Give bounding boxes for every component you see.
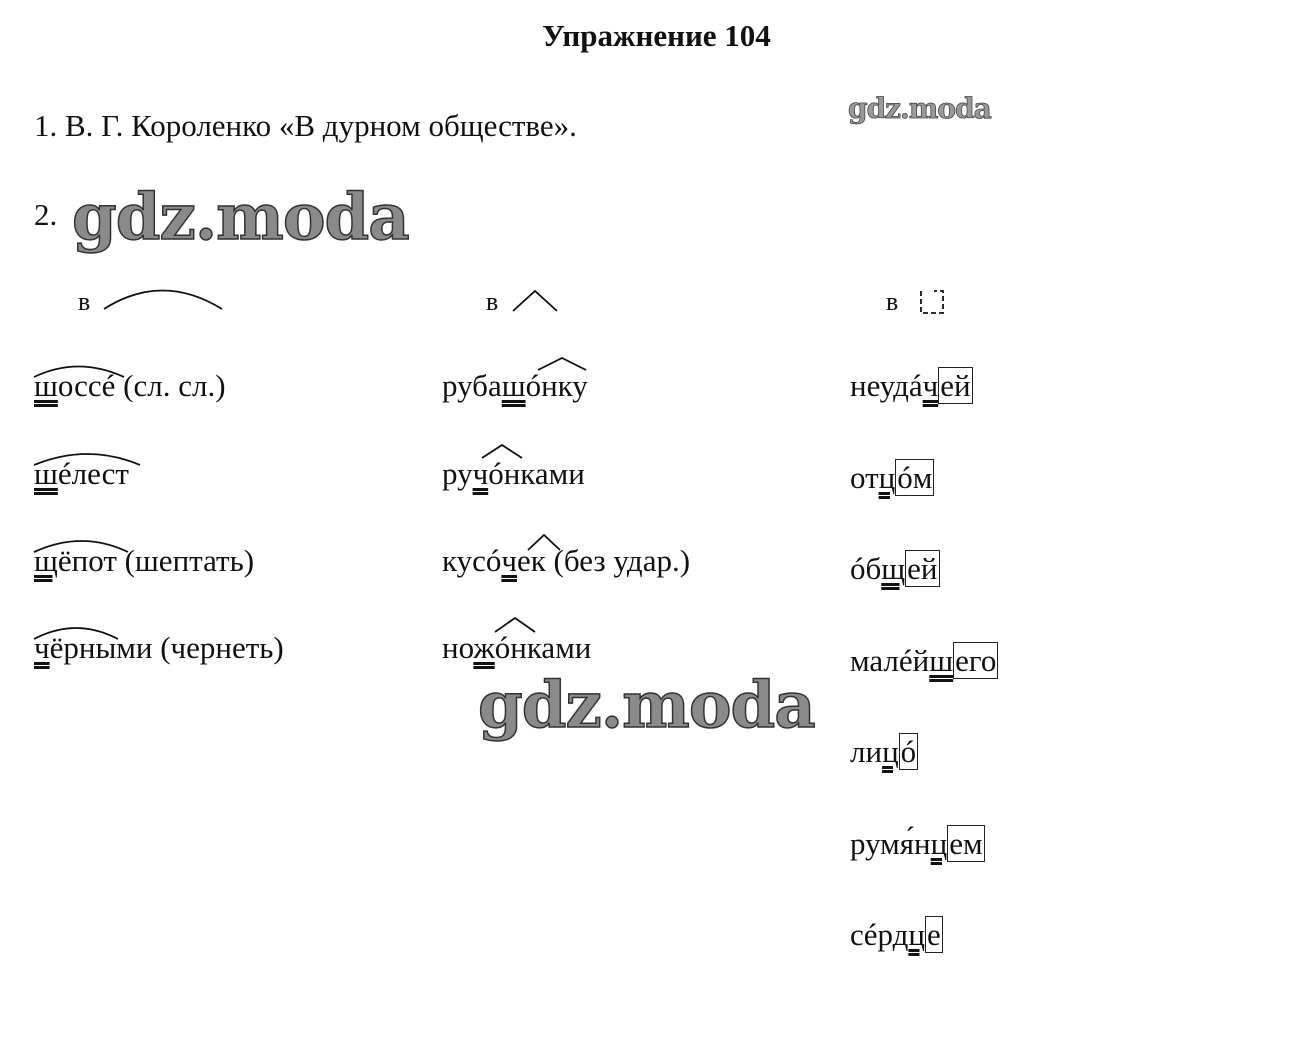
col3-word-6: румя́нцем — [850, 826, 983, 861]
header-box-letter: в — [886, 287, 899, 316]
col1-word-1: шоссé (сл. сл.) — [34, 368, 226, 403]
watermark-logo-center: gdz.moda — [478, 668, 815, 743]
ending-box-icon — [921, 291, 943, 313]
item-1-text: 1. В. Г. Короленко «В дурном обществе». — [34, 108, 577, 143]
col2-word-4: ножóнками — [442, 630, 592, 665]
suffix-chevron-icon — [513, 291, 557, 311]
col1-word-2: шéлест — [34, 456, 129, 491]
watermark-logo: gdz.moda — [72, 180, 409, 255]
exercise-title: Упражнение 104 — [542, 18, 771, 53]
col3-word-4: малéйшего — [850, 643, 997, 678]
col1-word-3: щёпот (шептать) — [34, 543, 255, 578]
watermark-logo-small: gdz.moda — [848, 92, 991, 125]
col3-word-3: óбщей — [850, 551, 938, 586]
col3-word-2: отцóм — [850, 460, 933, 495]
col3-word-1: неудáчей — [850, 368, 971, 403]
col2-word-3: кусóчек (без удар.) — [442, 543, 691, 578]
header-arc-letter: в — [78, 287, 91, 316]
col2-word-2: ручóнками — [442, 456, 585, 491]
col3-word-5: лицó — [850, 734, 917, 769]
col2-word-1: рубашóнку — [442, 368, 588, 403]
col3-word-7: сéрдце — [850, 917, 941, 952]
item-2-label: 2. — [34, 197, 58, 232]
col1-word-4: чёрными (чернеть) — [34, 630, 284, 665]
header-chevron-letter: в — [486, 287, 499, 316]
root-arc-icon — [104, 291, 222, 310]
